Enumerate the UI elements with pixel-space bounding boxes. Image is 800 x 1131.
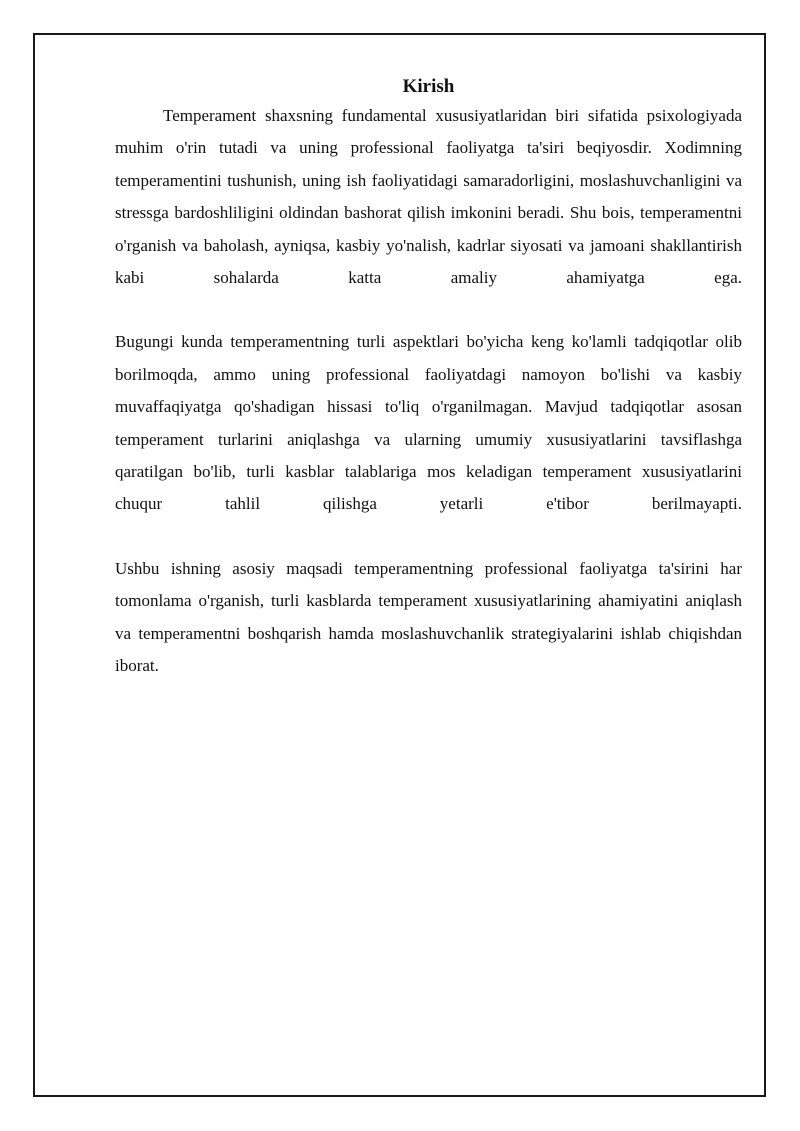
document-title: Kirish — [402, 76, 455, 97]
paragraph-gap — [115, 294, 742, 326]
paragraph-research-status: Bugungi kunda temperamentning turli aspektlari bo'yicha keng ko'lamli tadqiqotlar olib borilmoqda, ammo uning professional faoliyatdagi namoyon bo'lishi va kasbiy muvaffaqiyatga qo'shadigan hissasi to'liq o'rganilmagan. Mavjud tadqiqotlar asosan temperament turlarini aniqlashga va ularning umumiy xususiyatlarini tavsiflashga qaratilgan bo'lib, turli kasblar talablariga mos keladigan temperament xususiyatlarini chuqur tahlil qilishga yetarli e'tibor berilmayapti. — [115, 332, 742, 514]
paragraph-gap — [115, 521, 742, 553]
document-body — [115, 74, 742, 683]
paragraph-introduction: Temperament shaxsning fundamental xususiyatlaridan biri sifatida psixologiyada muhim o'rin tutadi va uning professional faoliyatga ta'siri beqiyosdir. Xodimning temperamentini tushunish, uning ish faoliyatidagi samaradorligini, moslashuvchanligini va stressga bardoshliligini oldindan bashorat qilish imkonini beradi. Shu bois, temperamentni o'rganish va baholash, ayniqsa, kasbiy yo'nalish, kadrlar siyosati va jamoani shakllantirish kabi sohalarda katta amaliy ahamiyatga ega. — [115, 106, 742, 288]
paragraph-goal: Ushbu ishning asosiy maqsadi temperamentning professional faoliyatga ta'sirini har tomonlama o'rganish, turli kasblarda temperament xususiyatlarining ahamiyatini aniqlash va temperamentni boshqarish hamda moslashuvchanlik strategiyalarini ishlab chiqishdan iborat. — [115, 558, 742, 676]
